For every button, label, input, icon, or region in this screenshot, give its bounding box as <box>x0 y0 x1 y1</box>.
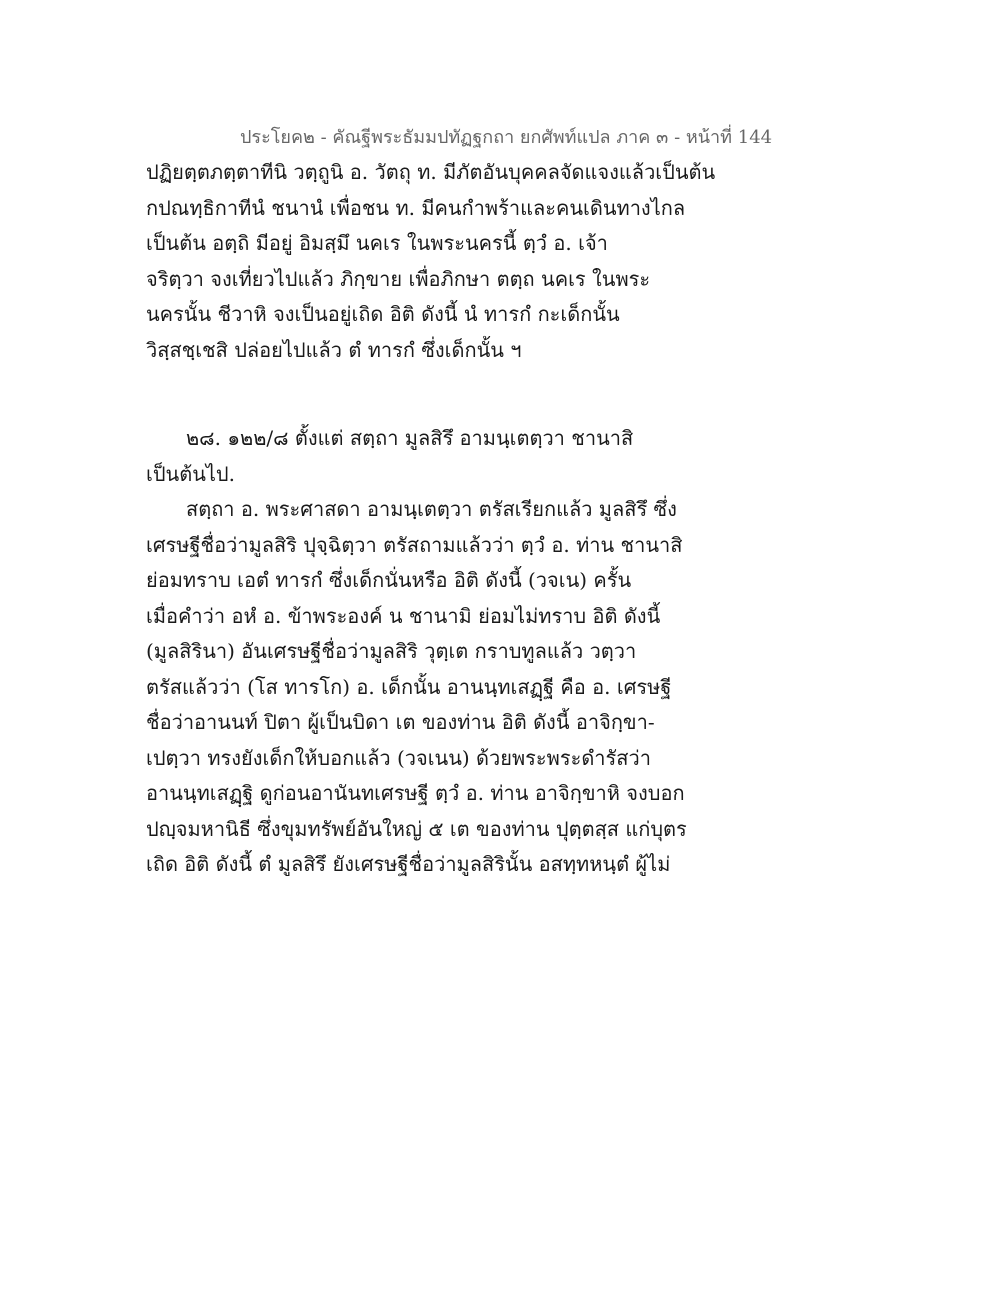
text-line: เป็นต้น อตฺถิ มีอยู่ อิมสฺมึ นคเร ในพระนครนี้ ตฺวํ อ. เจ้า <box>146 231 608 255</box>
text-line: สตฺถา อ. พระศาสดา อามนฺเตตฺวา ตรัสเรียกแล้ว มูลสิรึ ซึ่ง <box>186 497 677 521</box>
text-line: ปฏิยตฺตภตฺตาทีนิ วตฺถูนิ อ. วัตถุ ท. มีภัตอันบุคคลจัดแจงแล้วเป็นต้น <box>146 160 716 184</box>
text-line: ปญฺจมหานิธี ซึ่งขุมทรัพย์อันใหญ่ ๕ เต ของท่าน ปุตฺตสฺส แก่บุตร <box>146 816 687 841</box>
text-line: เมื่อคำว่า อหํ อ. ข้าพระองค์ น ชานามิ ย่อมไม่ทราบ อิติ ดังนี้ <box>146 603 661 628</box>
text-line: อานนฺทเสฏฺฐิ ดูก่อนอานันทเศรษฐี ตฺวํ อ. ท่าน อาจิกฺขาหิ จงบอก <box>146 781 685 805</box>
section-heading <box>146 421 706 492</box>
text-line: เปตฺวา ทรงยังเด็กให้บอกแล้ว (วจเนน) ด้วยพระพระดำรัสว่า <box>146 745 651 770</box>
running-header: ประโยค๒ - คัณฐีพระธัมมปทัฏฐกถา ยกศัพท์แปล ภาค ๓ - หน้าที่ 144 <box>240 127 773 148</box>
text-line: ย่อมทราบ เอตํ ทารกํ ซึ่งเด็กนั่นหรือ อิติ ดังนี้ (วจเน) ครั้น <box>146 568 632 592</box>
text-line: ชื่อว่าอานนท์ ปิตา ผู้เป็นบิดา เต ของท่าน อิติ ดังนี้ อาจิกฺขา- <box>146 710 655 734</box>
page-content <box>146 155 716 883</box>
section-spacer <box>146 368 706 421</box>
text-line: นครนั้น ชีวาหิ จงเป็นอยู่เถิด อิติ ดังนี้ นํ ทารกํ กะเด็กนั้น <box>146 302 620 326</box>
text-line: (มูลสิรินา) อันเศรษฐีชื่อว่ามูลสิริ วุตฺเต กราบทูลแล้ว วตฺวา <box>146 639 637 663</box>
text-line: วิสฺสชฺเชสิ ปล่อยไปแล้ว ตํ ทารกํ ซึ่งเด็กนั้น ฯ <box>146 337 522 362</box>
paragraph-2 <box>146 492 706 883</box>
text-line: เถิด อิติ ดังนี้ ตํ มูลสิรึ ยังเศรษฐีชื่อว่ามูลสิรินั้น อสทฺทหนฺตํ ผู้ไม่ <box>146 852 671 876</box>
text-line: กปณทฺธิกาทีนํ ชนานํ เพื่อชน ท. มีคนกำพร้าและคนเดินทางไกล <box>146 195 686 220</box>
heading-line: เป็นต้นไป. <box>146 461 235 486</box>
paragraph-1 <box>146 155 716 368</box>
text-line: เศรษฐีชื่อว่ามูลสิริ ปุจฺฉิตฺวา ตรัสถามแล้วว่า ตฺวํ อ. ท่าน ชานาสิ <box>146 532 683 557</box>
text-line: ตรัสแล้วว่า (โส ทารโก) อ. เด็กนั้น อานนฺทเสฏฺฐี คือ อ. เศรษฐี <box>146 674 672 699</box>
heading-line: ๒๘. ๑๒๒/๘ ตั้งแต่ สตฺถา มูลสิรึ อามนฺเตตฺวา ชานาสิ <box>186 426 634 450</box>
text-line: จริตฺวา จงเที่ยวไปแล้ว ภิกฺขาย เพื่อภิกษา ตตฺถ นคเร ในพระ <box>146 266 651 291</box>
